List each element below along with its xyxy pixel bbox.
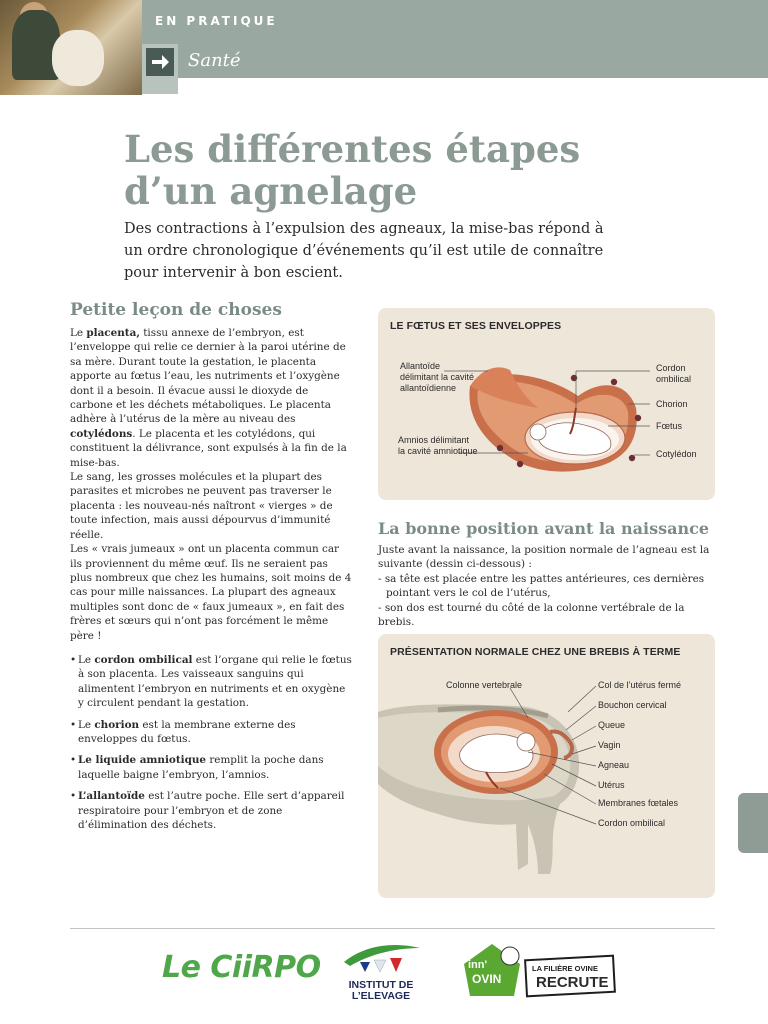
header-photo	[0, 0, 142, 95]
page-title: Les différentes étapes d’un agnelage	[124, 127, 581, 213]
label-vagin: Vagin	[598, 740, 621, 750]
position-text: Juste avant la naissance, la position normale de l’agneau est la suivante (dessin ci-dessous) : - sa tête est placée entre les pattes antérieures, ces dernières pointant vers le col de l’utérus, - son dos est tourné du côté de la colonne vertébrale de la brebis.	[378, 544, 710, 629]
ewe-illustration	[378, 634, 715, 898]
label-col: Col de l’utérus fermé	[598, 680, 682, 690]
list-item: • L’allantoïde est l’autre poche. Elle sert d’appareil respiratoire pour l’embryon et de zone d’élimination des déchets.	[70, 789, 352, 832]
figure-title: LE FŒTUS ET SES ENVELOPPES	[390, 320, 562, 332]
section-name: Santé	[188, 50, 241, 71]
innovin-logo: inn' OVIN LA FILIÈRE OVINE RECRUTE	[460, 942, 620, 1002]
label-cordon-ombilical: Cordon ombilical	[598, 818, 666, 828]
label-chorion: Chorion	[656, 399, 688, 409]
position-heading: La bonne position avant la naissance	[378, 519, 710, 538]
label-agneau: Agneau	[598, 760, 630, 770]
placenta-paragraph: Le placenta, tissu annexe de l’embryon, est l’enveloppe qui relie ce dernier à la paroi utérine de sa mère. Durant toute la gestation, le placenta apporte au fœtus l’eau, les nutriments et l’oxygène dont il a besoin. Il évacue aussi le dioxyde de carbone et les déchets métaboliques. Le placenta adhère à l’utérus de la mère au niveau des cotylédons. Le placenta et les cotylédons, qui constituent la délivrance, sont expulsés à la fin de la mise-bas.	[70, 327, 347, 469]
label-uterus: Utérus	[598, 780, 625, 790]
immunity-paragraph: Le sang, les grosses molécules et la plupart des parasites et microbes ne peuvent pas traverser le placenta : les nouveau-nés naîtront « vierges » de toute infection, mais aussi dépourvus d’immunité réelle.	[70, 471, 333, 541]
left-column	[70, 326, 352, 839]
label-foetus: Fœtus	[656, 421, 682, 431]
section-kicker: EN PRATIQUE	[155, 14, 278, 28]
label-colonne: Colonne vertebrale	[446, 680, 523, 690]
twins-paragraph: Les « vrais jumeaux » ont un placenta commun car ils proviennent du même œuf. Ils ne seraient pas plus nombreux que chez les humains, soit moins de 4 cas pour mille naissances. La plupart des agneaux multiples sont donc de « faux jumeaux », en fait des frères et sœurs qui n’ont pas forcément le même père !	[70, 543, 352, 642]
idele-emblem-icon	[336, 940, 426, 980]
foetus-figure	[378, 308, 715, 500]
label-cotyledon: Cotylédon	[656, 449, 697, 459]
label-queue: Queue	[598, 720, 626, 730]
figure-title: PRÉSENTATION NORMALE CHEZ UNE BREBIS À TERME	[390, 646, 681, 658]
label-allantoide: Allantoïde délimitant la cavité allantoïdienne	[400, 361, 475, 393]
label-bouchon: Bouchon cervical	[598, 700, 667, 710]
list-item: • Le chorion est la membrane externe des enveloppes du fœtus.	[70, 718, 352, 747]
idele-logo: INSTITUT DE L’ELEVAGE	[336, 940, 426, 1010]
footer-divider	[70, 928, 715, 929]
ciirpo-logo: Le CiiRPO	[162, 950, 321, 985]
lead-paragraph: Des contractions à l’expulsion des agneaux, la mise-bas répond à un ordre chronologique d’événements qu’il est utile de connaître pour intervenir à bon escient.	[124, 221, 604, 281]
arrow-right-icon	[146, 48, 174, 76]
label-amnios: Amnios délimitant la cavité amniotique	[398, 435, 478, 456]
definitions-list	[70, 653, 352, 832]
list-item: • Le liquide amniotique remplit la poche dans laquelle baigne l’embryon, l’amnios.	[70, 753, 352, 782]
list-item: • Le cordon ombilical est l’organe qui relie le fœtus à son placenta. Les vaisseaux sanguins qui alimentent l’embryon en nutriments et en oxygène y circulent pendant la gestation.	[70, 653, 352, 711]
side-tab	[738, 793, 768, 853]
left-heading: Petite leçon de choses	[70, 300, 282, 320]
label-membranes: Membranes fœtales	[598, 798, 679, 808]
label-cordon: Cordon ombilical	[656, 363, 692, 384]
presentation-figure	[378, 634, 715, 898]
